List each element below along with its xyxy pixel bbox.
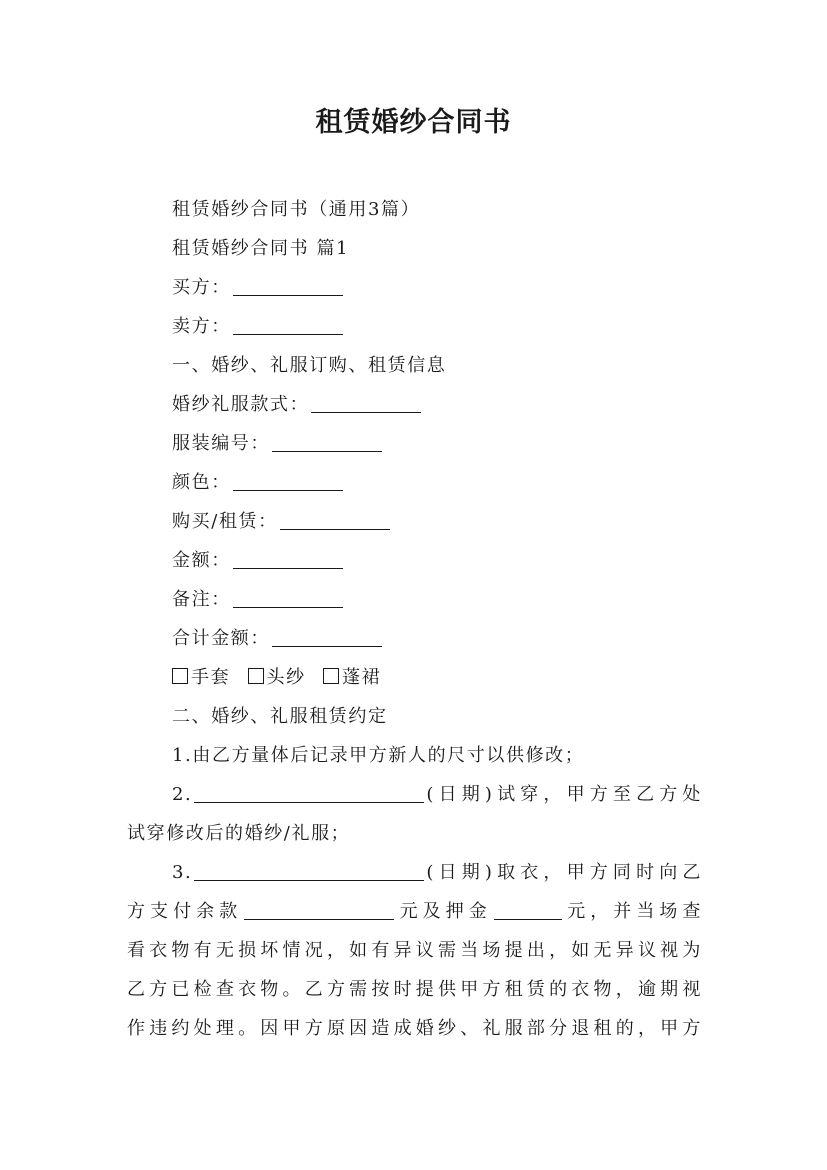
amount-label: 金额： — [172, 550, 231, 571]
total-label: 合计金额： — [172, 628, 270, 649]
item-1-text: 1.由乙方量体后记录甲方新人的尺寸以供修改； — [172, 745, 585, 766]
accessory-options — [127, 658, 702, 697]
item-3-line-3-text: 看衣物有无损坏情况，如有异议需当场提出，如无异议视为 — [127, 940, 702, 961]
note-line — [127, 580, 702, 619]
deposit-blank — [494, 899, 562, 920]
document-title: 租赁婚纱合同书 — [315, 107, 512, 138]
total-line — [127, 619, 702, 658]
pickup-date-blank — [194, 860, 424, 881]
petticoat-label: 蓬裙 — [342, 667, 382, 688]
item-2-text: (日期)试穿，甲方至乙方处 — [426, 784, 702, 805]
item-3-line-4 — [127, 970, 702, 1009]
item-2-line-2 — [127, 814, 702, 853]
style-label: 婚纱礼服款式： — [172, 394, 310, 415]
gloves-label: 手套 — [191, 667, 231, 688]
amount-line — [127, 541, 702, 580]
veil-checkbox[interactable] — [248, 668, 264, 684]
subtitle-line — [127, 190, 702, 229]
section-2-text: 二、婚纱、礼服租赁约定 — [172, 706, 388, 727]
item-3-line-1 — [127, 853, 702, 892]
part-heading-text: 租赁婚纱合同书 篇1 — [172, 238, 350, 259]
seller-line — [127, 307, 702, 346]
color-blank — [233, 470, 343, 491]
amount-blank — [233, 548, 343, 569]
item-3-line-5 — [127, 1009, 702, 1048]
section-1-text: 一、婚纱、礼服订购、租赁信息 — [172, 355, 447, 376]
item-3-number: 3. — [172, 862, 193, 883]
buyer-line — [127, 268, 702, 307]
deposit-label: 元及押金 — [396, 901, 492, 922]
veil-label: 头纱 — [266, 667, 306, 688]
item-1 — [127, 736, 702, 775]
balance-blank — [244, 899, 394, 920]
buy-rent-label: 购买/租赁： — [172, 511, 278, 532]
style-blank — [311, 392, 421, 413]
code-label: 服装编号： — [172, 433, 270, 454]
item-2-continued: 试穿修改后的婚纱/礼服； — [127, 823, 351, 844]
color-line — [127, 463, 702, 502]
note-label: 备注： — [172, 589, 231, 610]
item-3-text: (日期)取衣，甲方同时向乙 — [426, 862, 702, 883]
balance-label: 方支付余款 — [127, 901, 243, 922]
subtitle-text: 租赁婚纱合同书（通用3篇） — [172, 199, 421, 220]
buy-rent-blank — [280, 509, 390, 530]
section-2-heading — [127, 697, 702, 736]
fitting-date-blank — [194, 782, 424, 803]
note-blank — [233, 587, 343, 608]
document-body — [127, 190, 702, 1048]
buy-rent-line — [127, 502, 702, 541]
section-1-heading — [127, 346, 702, 385]
color-label: 颜色： — [172, 472, 231, 493]
style-line — [127, 385, 702, 424]
item-3-line-4-text: 乙方已检查衣物。乙方需按时提供甲方租赁的衣物，逾期视 — [127, 979, 702, 1000]
buyer-label: 买方： — [172, 277, 231, 298]
code-blank — [272, 431, 382, 452]
item-2-line-1 — [127, 775, 702, 814]
item-3-inspect-text: 元，并当场查 — [563, 901, 702, 922]
item-3-line-3 — [127, 931, 702, 970]
item-3-line-5-text: 作违约处理。因甲方原因造成婚纱、礼服部分退租的，甲方 — [127, 1018, 702, 1039]
gloves-checkbox[interactable] — [172, 668, 188, 684]
total-blank — [272, 626, 382, 647]
item-3-line-2 — [127, 892, 702, 931]
code-line — [127, 424, 702, 463]
seller-blank — [233, 314, 343, 335]
seller-label: 卖方： — [172, 316, 231, 337]
buyer-blank — [233, 275, 343, 296]
petticoat-checkbox[interactable] — [323, 668, 339, 684]
item-2-number: 2. — [172, 784, 193, 805]
part-heading — [127, 229, 702, 268]
